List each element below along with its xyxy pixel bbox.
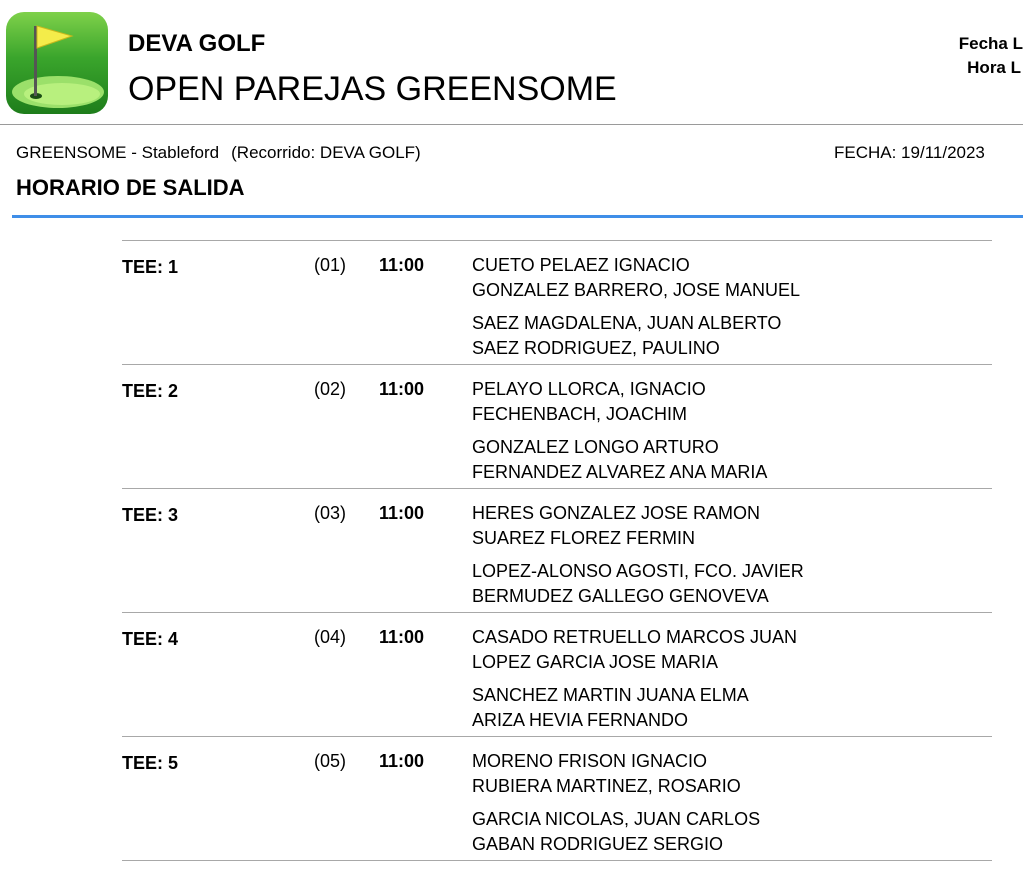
header-divider [0,124,1023,125]
tee-time: 11:00 [379,255,425,275]
group-divider [122,240,992,241]
competition-date: FECHA: 19/11/2023 [834,143,985,162]
meta-print-date: Fecha L [958,34,1023,53]
section-title: HORARIO DE SALIDA [16,175,245,200]
player-name: SAEZ MAGDALENA, JUAN ALBERTO [472,313,782,333]
player-name: SAEZ RODRIGUEZ, PAULINO [472,338,720,358]
group-number: (04) [314,627,347,647]
player-name: FERNANDEZ ALVAREZ ANA MARIA [472,462,768,482]
group-divider [122,736,992,737]
player-name: SANCHEZ MARTIN JUANA ELMA [472,685,749,705]
group-divider [122,612,992,613]
competition-info [16,143,421,163]
player-name: SUAREZ FLOREZ FERMIN [472,528,696,548]
club-name: DEVA GOLF [128,30,266,57]
tee-label: TEE: 2 [122,381,179,401]
player-name: ARIZA HEVIA FERNANDO [472,710,689,730]
golf-flag-logo-icon [6,12,108,114]
player-name: MORENO FRISON IGNACIO [472,751,708,771]
meta-print-time: Hora L [967,58,1021,77]
player-name: GABAN RODRIGUEZ SERGIO [472,834,724,854]
group-divider [122,488,992,489]
tee-time: 11:00 [379,379,425,399]
tee-time: 11:00 [379,751,425,771]
player-name: CASADO RETRUELLO MARCOS JUAN [472,627,798,647]
event-name: OPEN PAREJAS GREENSOME [128,70,617,108]
competition-course: (Recorrido: DEVA GOLF) [231,143,421,162]
player-name: GONZALEZ BARRERO, JOSE MANUEL [472,280,801,300]
competition-format: GREENSOME - Stableford [16,143,220,162]
tee-label: TEE: 1 [122,257,179,277]
group-divider [122,860,992,861]
player-name: RUBIERA MARTINEZ, ROSARIO [472,776,741,796]
player-name: HERES GONZALEZ JOSE RAMON [472,503,761,523]
group-number: (05) [314,751,347,771]
tee-label: TEE: 3 [122,505,179,525]
player-name: GARCIA NICOLAS, JUAN CARLOS [472,809,761,829]
player-name: PELAYO LLORCA, IGNACIO [472,379,706,399]
player-name: FECHENBACH, JOACHIM [472,404,688,424]
player-name: LOPEZ GARCIA JOSE MARIA [472,652,719,672]
tee-time: 11:00 [379,627,425,647]
section-divider [12,215,1023,218]
group-number: (01) [314,255,347,275]
print-meta [959,32,1023,80]
group-divider [122,364,992,365]
group-number: (02) [314,379,347,399]
player-name: CUETO PELAEZ IGNACIO [472,255,690,275]
group-number: (03) [314,503,347,523]
tee-label: TEE: 4 [122,629,179,649]
tee-label: TEE: 5 [122,753,179,773]
player-name: LOPEZ-ALONSO AGOSTI, FCO. JAVIER [472,561,804,581]
player-name: BERMUDEZ GALLEGO GENOVEVA [472,586,769,606]
player-name: GONZALEZ LONGO ARTURO [472,437,719,457]
tee-time: 11:00 [379,503,425,523]
